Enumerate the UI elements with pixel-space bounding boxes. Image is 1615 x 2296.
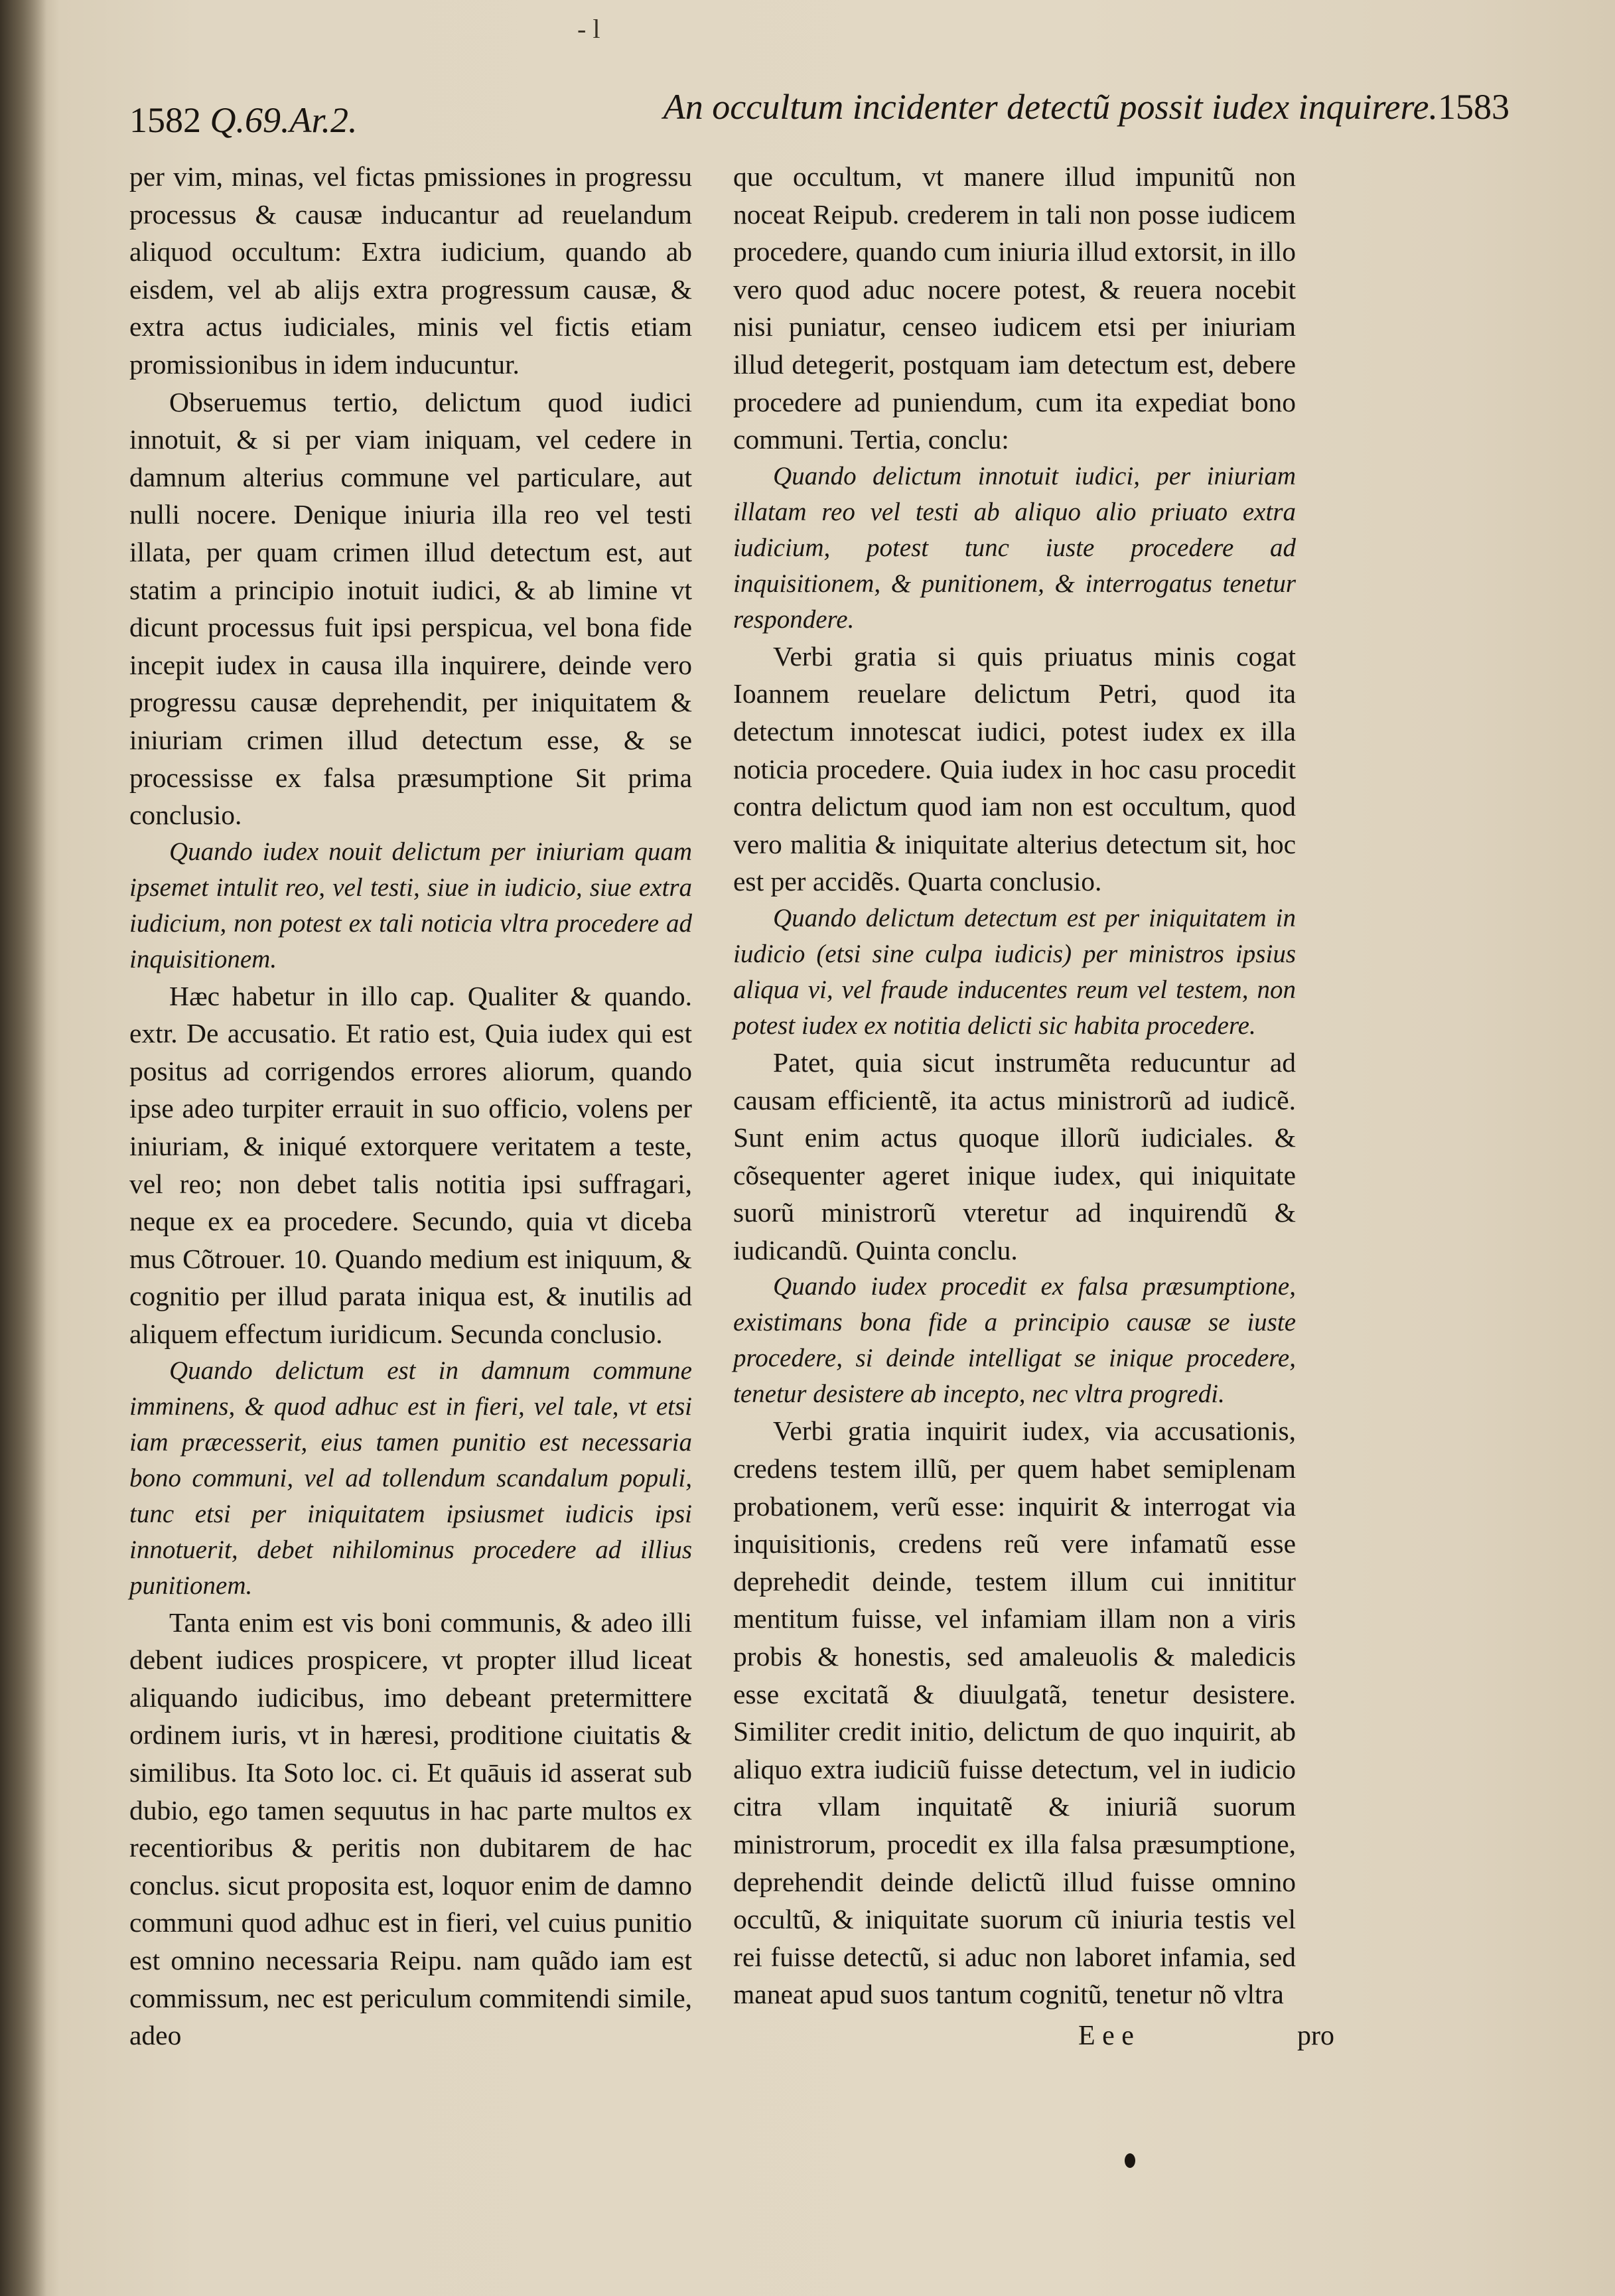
conclusion-text: Quando delictum innotuit iudici, per iniuriam illatam reo vel testi ab aliquo alio priuato extra iudicium, potest tunc iuste procedere ad inquisitionem, & punitionem, & interrogatus tenetur respondere. xyxy=(733,461,1296,634)
conclusion-text: Quando delictum est in damnum commune imminens, & quod adhuc est in fieri, vel tale, vt etsi iam præcesserit, eius tamen punitio est necessaria bono communi, vel ad tollendum scandalum populi, tunc etsi per iniquitatem ipsiusmet iudicis ipsi innotuerit, debet nihilominus procedere ad illius punitionem. xyxy=(129,1356,692,1600)
folio-left: 1582 xyxy=(129,100,201,140)
left-column xyxy=(129,158,692,2054)
paragraph: per vim, minas, vel fictas pmissiones in progressu processus & causæ inducantur ad reuelandum aliquod occultum: Extra iudicium, quando ab eisdem, vel ab alijs extra progressum causæ, & extra actus iudiciales, minis vel fictis etiam promissionibus in idem inducuntur. xyxy=(129,161,692,380)
conclusion-text: Quando iudex nouit delictum per iniuriam quam ipsemet intulit reo, vel testi, siue in iudicio, siue extra iudicium, non potest ex tali noticia vltra procedere ad inquisitionem. xyxy=(129,837,692,973)
page-gutter xyxy=(0,0,46,2296)
conclusion-text: Quando delictum detectum est per iniquitatem in iudicio (etsi sine culpa iudicis) per ministros ipsius aliqua vi, vel fraude inducentes reum vel testem, non potest iudex ex notitia delicti sic habita procedere. xyxy=(733,903,1296,1040)
paragraph: Patet, quia sicut instrumẽta reducuntur ad causam efficientẽ, ita actus ministrorũ ad iudicẽ. Sunt enim actus quoque illorũ iudiciales. & cõsequenter ageret inique iudex, qui iniquitate suorũ ministrorũ vteretur ad inquirendũ & iudicandũ. Quinta conclu. xyxy=(733,1046,1296,1265)
paragraph: Obseruemus tertio, delictum quod iudici innotuit, & si per viam iniquam, vel cedere in damnum alterius commune vel particulare, aut nulli nocere. Denique iniuria illa reo vel testi illata, per quam crimen illud detectum est, aut statim a principio inotuit iudici, & ab limine vt dicunt processus fuit ipsi perspicua, vel bona fide incepit iudex in causa illa inquirere, deinde vero progressu causæ deprehendit, per iniquitatem & iniuriam crimen illud detectum esse, & se processisse ex falsa præsumptione Sit prima conclusio. xyxy=(129,386,692,831)
catchword: pro xyxy=(1297,2021,1334,2051)
right-column xyxy=(733,158,1296,2013)
signature-mark: E e e xyxy=(1078,2021,1134,2051)
paragraph: Hæc habetur in illo cap. Qualiter & quando. extr. De accusatio. Et ratio est, Quia iudex qui est positus ad corrigendos errores aliorum, quando ipse adeo turpiter errauit in suo officio, volens per iniuriam, & iniqué extorquere veritatem a teste, vel reo; non debet talis notitia ipsi suffragari, neque ex ea procedere. Secundo, quia vt diceba mus Cõtrouer. 10. Quando medium est iniquum, & cognitio per illud parata iniqua est, & inutilis ad aliquem effectum iuridicum. Secunda conclusio. xyxy=(129,980,692,1350)
header-left xyxy=(129,100,358,141)
ink-blot xyxy=(1125,2153,1135,2168)
paragraph: Verbi gratia si quis priuatus minis cogat Ioannem reuelare delictum Petri, quod ita detectum innotescat iudici, potest iudex ex illa noticia procedere. Quia iudex in hoc casu procedit contra delictum quod iam non est occultum, quod vero malitia & iniquitate alterius detectum sit, hoc est per accidẽs. Quarta conclusio. xyxy=(733,640,1296,897)
question-article-ref: Q.69.Ar.2. xyxy=(210,100,358,140)
paragraph: Tanta enim est vis boni communis, & adeo illi debent iudices prospicere, vt propter illud liceat aliquando iudicibus, imo debeant pretermittere ordinem iuris, vt in hæresi, proditione ciuitatis & similibus. Ita Soto loc. ci. Et quāuis id asserat sub dubio, ego tamen sequutus in hac parte multos ex recentioribus & peritis non dubitarem de hac conclus. sicut proposita est, loquor enim de damno communi quod adhuc est in fieri, vel cuius punitio est omnino necessaria Reipu. nam quãdo iam est commissum, nec est periculum commitendi simile, adeo xyxy=(129,1607,692,2051)
running-header xyxy=(129,86,1510,159)
header-right xyxy=(664,86,1510,127)
conclusion-text: Quando iudex procedit ex falsa præsumptione, existimans bona fide a principio causæ se iuste procedere, si deinde intelligat se inique procedere, tenetur desistere ab incepto, nec vltra progredi. xyxy=(733,1272,1296,1409)
running-title: An occultum incidenter detectũ possit iudex inquirere. xyxy=(663,87,1438,127)
paragraph: Verbi gratia inquirit iudex, via accusationis, credens testem illũ, per quem habet semiplenam probationem, verũ esse: inquirit & interrogat via inquisitionis, credens reũ vere infamatũ esse deprehedit deinde, testem illum cui innititur mentitum fuisse, vel infamiam illam non a viris probis & honestis, sed amaleuolis & maledicis esse excitatã & diuulgatã, tenetur desistere. Similiter credit initio, delictum de quo inquirit, ab aliquo extra iudiciũ fuisse detectum, vel in iudicio citra vllam inquitatẽ & iniuriã suorum ministrorum, procedit ex illa falsa præsumptione, deprehendit deinde delictũ illud fuisse omnino occultũ, & iniquitate suorum cũ iniuria testis vel rei fuisse detectũ, si aduc non laboret infamia, sed maneat apud suos tantum cognitũ, tenetur nõ vltra xyxy=(733,1415,1296,2010)
paragraph: que occultum, vt manere illud impunitũ non noceat Reipub. crederem in tali non posse iudicem procedere, quando cum iniuria illud extorsit, in illo vero quod aduc nocere potest, & reuera nocebit nisi puniatur, censeo iudicem etsi per iniuriam illud detegerit, postquam iam detectum est, debere procedere ad puniendum, cum ita expediat bono communi. Tertia, conclu: xyxy=(733,161,1296,455)
signature-line xyxy=(1078,2017,1344,2054)
top-mark: - l xyxy=(577,14,600,44)
folio-right: 1583 xyxy=(1438,87,1510,127)
